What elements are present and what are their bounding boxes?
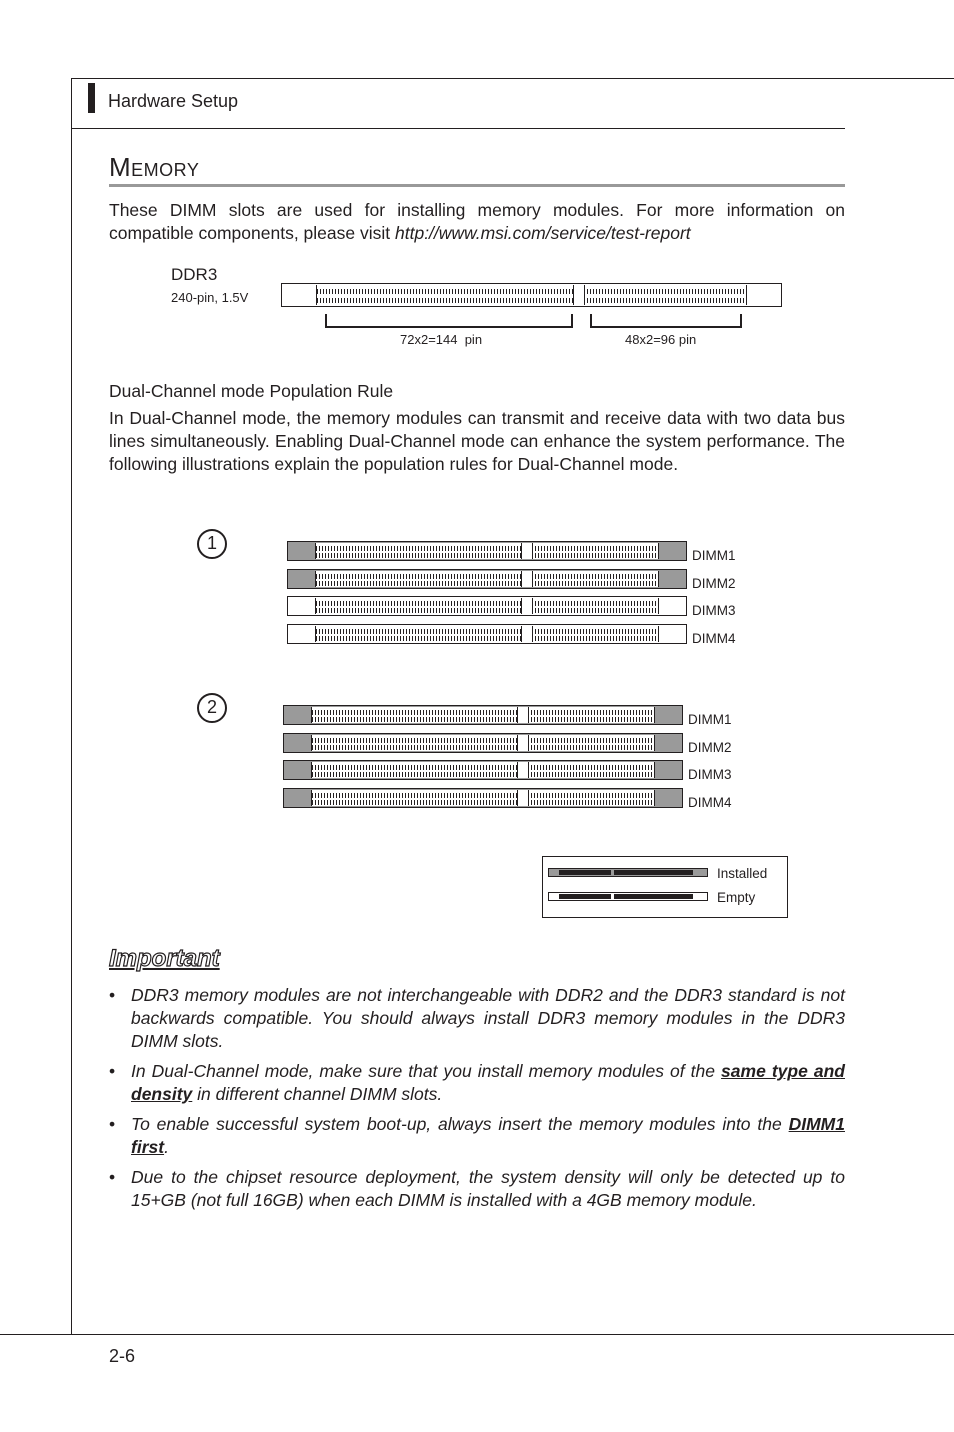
important-bullet-1: • DDR3 memory modules are not interchangeable with DDR2 and the DDR3 standard is not backwards compatible. You should always install DDR3 memory modules in the DDR3 DIMM slots. (109, 985, 845, 1051)
dimm-label: DIMM4 (688, 794, 732, 810)
dimm-slot (287, 596, 687, 616)
pin-bracket-left (325, 314, 573, 328)
legend-empty-label: Empty (717, 890, 756, 905)
header-marker (88, 83, 95, 113)
important-bullet-4: • Due to the chipset resource deployment, the system density will only be detected up to 15+GB (not full 16GB) when each DIMM is installed with a 4GB memory module. (109, 1167, 845, 1210)
dual-channel-heading: Dual-Channel mode Population Rule (109, 381, 394, 401)
dimm-slot (283, 760, 683, 780)
title-underline (109, 184, 845, 187)
dimm-slot (283, 705, 683, 725)
ddr3-slot-diagram (281, 283, 782, 307)
legend-installed-swatch (548, 868, 708, 877)
legend-empty-swatch (548, 892, 708, 901)
dimm-label: DIMM4 (692, 630, 736, 646)
memory-intro: These DIMM slots are used for installing memory modules. For more information on compatible components, please visit http://www.msi.com/service/test-report (109, 200, 845, 243)
page-number: 2-6 (109, 1346, 136, 1366)
dimm-label: DIMM1 (692, 548, 736, 563)
section-header: Hardware Setup (108, 91, 239, 111)
pins-left-label: 72x2=144 pin (400, 332, 483, 347)
dimm-label: DIMM2 (692, 575, 736, 591)
page-title: Memory (109, 152, 200, 182)
important-bullet-3: • To enable successful system boot-up, always insert the memory modules into the DIMM1 first. (109, 1114, 845, 1157)
header-rule (71, 128, 845, 129)
config-number-2: 2 (197, 693, 227, 723)
dimm-slot (287, 624, 687, 644)
test-report-link[interactable]: http://www.msi.com/service/test-report (395, 223, 691, 243)
left-border (71, 78, 72, 1335)
dimm-slot (283, 788, 683, 808)
dimm-slot (287, 569, 687, 589)
dimm-label: DIMM3 (692, 603, 736, 618)
legend-box (542, 856, 788, 918)
dimm-label: DIMM2 (688, 739, 732, 755)
pins-right-label: 48x2=96 pin (625, 332, 697, 347)
legend-installed-label: Installed (717, 866, 768, 881)
important-title: Important (109, 945, 220, 972)
dual-channel-body: In Dual-Channel mode, the memory modules can transmit and receive data with two data bus lines simultaneously. Enabling Dual-Channel mode can enhance the system performance. The following illustrations explain the population rules for Dual-Channel mode. (109, 408, 845, 474)
dimm-label: DIMM1 (688, 712, 732, 727)
top-rule (71, 78, 954, 79)
dimm-slot (283, 733, 683, 753)
bottom-rule (0, 1334, 954, 1335)
config-number-1: 1 (197, 529, 227, 559)
ddr3-label: DDR3 (171, 265, 218, 284)
ddr3-spec: 240-pin, 1.5V (171, 290, 249, 305)
important-bullet-2: • In Dual-Channel mode, make sure that you install memory modules of the same type and density in different channel DIMM slots. (109, 1061, 845, 1104)
dimm-label: DIMM3 (688, 767, 732, 782)
dimm-slot (287, 541, 687, 561)
pin-bracket-right (590, 314, 742, 328)
